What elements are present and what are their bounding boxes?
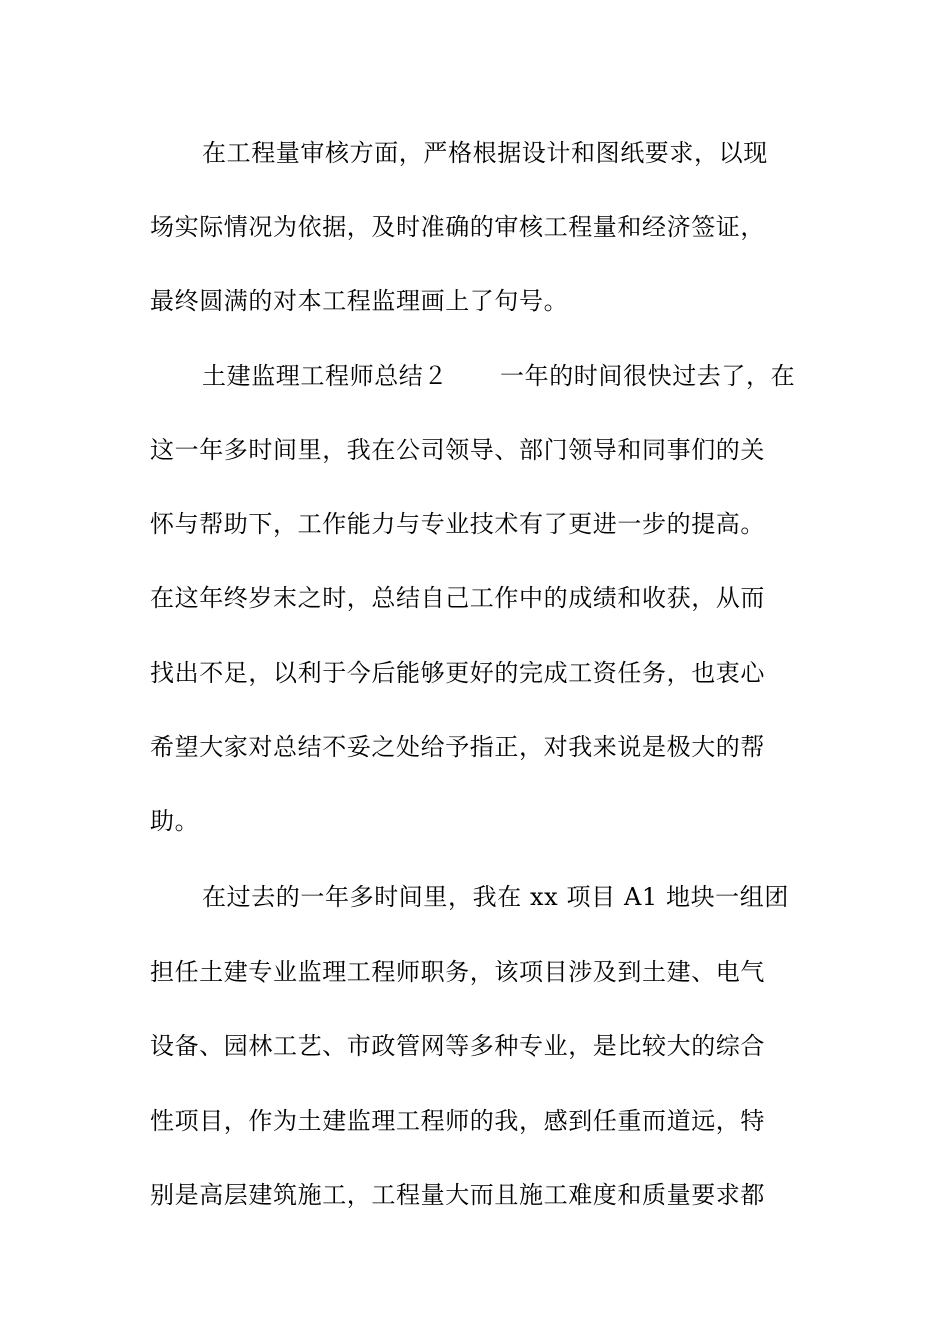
paragraph-line: 这一年多时间里，我在公司领导、部门领导和同事们的关 xyxy=(150,436,765,464)
paragraph-line: 助。 xyxy=(150,807,200,835)
section-title: 土建监理工程师总结２ xyxy=(202,362,448,390)
paragraph-line: 担任土建专业监理工程师职务，该项目涉及到土建、电气 xyxy=(150,958,765,986)
paragraph-line: 希望大家对总结不妥之处给予指正，对我来说是极大的帮 xyxy=(150,733,765,761)
paragraph-line: 在过去的一年多时间里，我在 xx 项目 A1 地块一组团 xyxy=(202,883,789,911)
paragraph-line: 找出不足，以利于今后能够更好的完成工资任务，也衷心 xyxy=(150,659,765,687)
paragraph-line: 在工程量审核方面，严格根据设计和图纸要求，以现 xyxy=(202,139,768,167)
paragraph-line: 别是高层建筑施工，工程量大而且施工难度和质量要求都 xyxy=(150,1181,765,1209)
paragraph-text: 一年的时间很快过去了，在 xyxy=(500,362,796,390)
paragraph-line: 场实际情况为依据，及时准确的审核工程量和经济签证， xyxy=(150,213,765,241)
paragraph-line: 怀与帮助下，工作能力与专业技术有了更进一步的提高。 xyxy=(150,510,765,538)
section-heading-line xyxy=(202,361,795,391)
paragraph-line: 性项目，作为土建监理工程师的我，感到任重而道远，特 xyxy=(150,1107,765,1135)
paragraph-line: 最终圆满的对本工程监理画上了句号。 xyxy=(150,287,569,315)
paragraph-line: 设备、园林工艺、市政管网等多种专业，是比较大的综合 xyxy=(150,1032,765,1060)
paragraph-line: 在这年终岁末之时，总结自己工作中的成绩和收获，从而 xyxy=(150,584,765,612)
